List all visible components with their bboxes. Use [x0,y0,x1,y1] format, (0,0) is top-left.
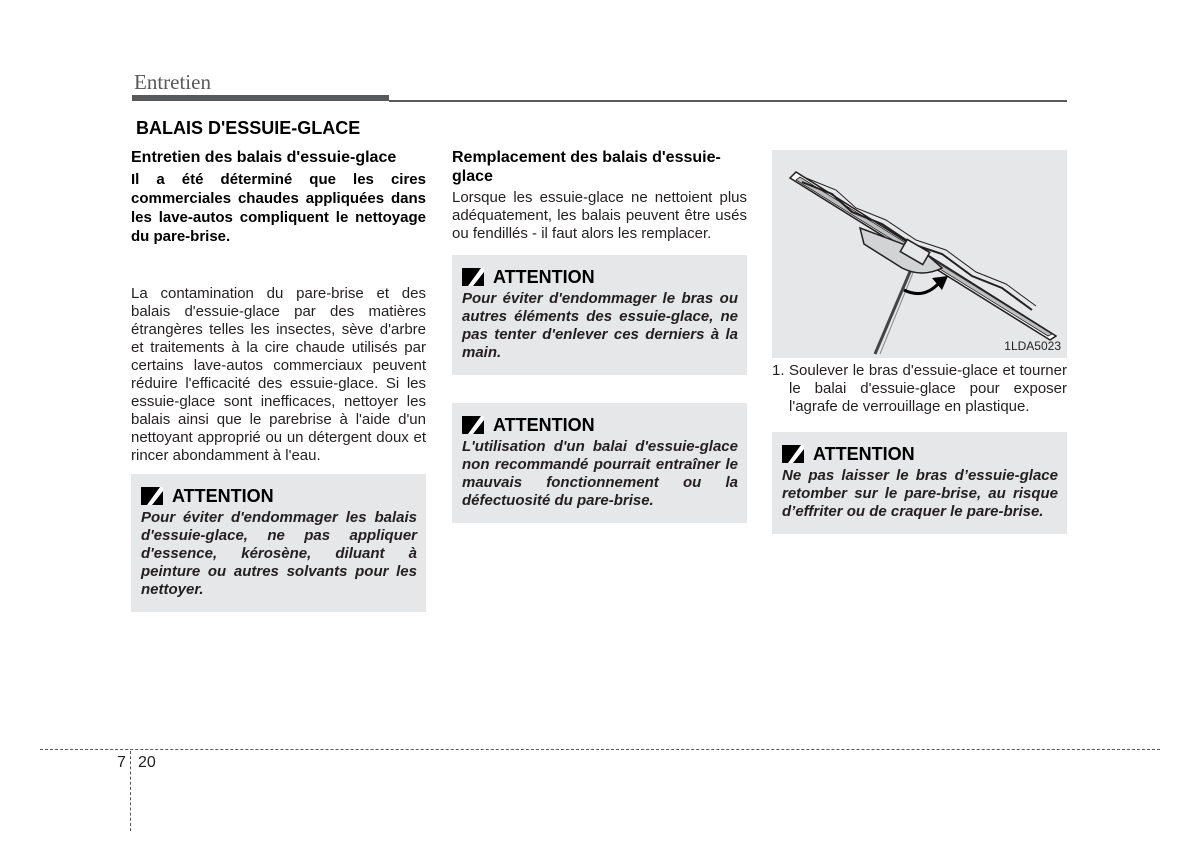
warning-box [772,432,1067,534]
warning-header [141,484,417,508]
warning-body: Pour éviter d'endommager le bras ou autres éléments des essuie-glace, ne pas tenter d'enlever ces derniers à la main. [462,290,738,361]
figure-code: 1LDA5023 [1004,339,1061,353]
warning-header [462,413,738,437]
column-2 [452,148,747,523]
column-1 [131,148,426,612]
body-paragraph: La contamination du pare-brise et des balais d'essuie-glace par des matières étrangères telles les insectes, sève d'arbre et traitements à la cire chaude utilisés par certains lave-autos commerciaux peuvent réduire l'efficacité des essuie-glace. Si les essuie-glace sont inefficaces, nettoyer les balais ainsi que le parebrise à l'aide d'un nettoyant approprié ou un détergent doux et rincer abondamment à l'eau. [131,285,426,464]
warning-slash-icon [141,487,163,505]
warning-box [131,474,426,612]
wiper-blade-illustration [772,150,1067,358]
header-rule-thin [389,100,1067,102]
warning-box [452,255,747,375]
body-paragraph: Lorsque les essuie-glace ne nettoient plus adéquatement, les balais peuvent être usés ou fendillés - il faut alors les remplacer. [452,189,747,242]
step-number: 1. [772,362,785,379]
column-3 [772,148,1067,534]
warning-body: L'utilisation d'un balai d'essuie-glace non recommandé pourrait entraîner le mauvais fonctionnement ou la défectuosité du pare-brise. [462,438,738,509]
warning-slash-icon [782,445,804,463]
warning-body: Pour éviter d'endommager les balais d'essuie-glace, ne pas appliquer d'essence, kérosène, diluant à peinture ou autres solvants pour les nettoyer. [141,509,417,598]
chapter-number: 7 [117,754,126,771]
bold-intro: Il a été déterminé que les cires commerciales chaudes appliquées dans les lave-autos compliquent le nettoyage du pare-brise. [131,171,426,245]
warning-header [462,265,738,289]
warning-header [782,442,1058,466]
step-item [772,362,1067,416]
subhead-entretien: Entretien des balais d'essuie-glace [131,149,397,166]
wiper-figure [772,150,1067,358]
warning-slash-icon [462,416,484,434]
warning-body: Ne pas laisser le bras d’essuie-glace retomber sur le pare-brise, au risque d’effriter ou de craquer le pare-brise. [782,467,1058,520]
warning-box [452,403,747,523]
warning-title: ATTENTION [493,414,595,435]
warning-slash-icon [462,268,484,286]
page-number: 20 [138,754,156,771]
subhead-remplacement: Remplacement des balais d'essuie-glace [452,149,721,185]
warning-title: ATTENTION [813,443,915,464]
warning-title: ATTENTION [172,485,274,506]
footer-divider [130,751,131,831]
step-text: Soulever le bras d'essuie-glace et tourner le balai d'essuie-glace pour exposer l'agrafe de verrouillage en plastique. [789,362,1067,415]
warning-title: ATTENTION [493,266,595,287]
header-title: Entretien [134,70,211,94]
section-title: BALAIS D'ESSUIE-GLACE [136,118,361,138]
header-rule-thick [132,95,389,101]
footer-rule [40,749,1160,750]
